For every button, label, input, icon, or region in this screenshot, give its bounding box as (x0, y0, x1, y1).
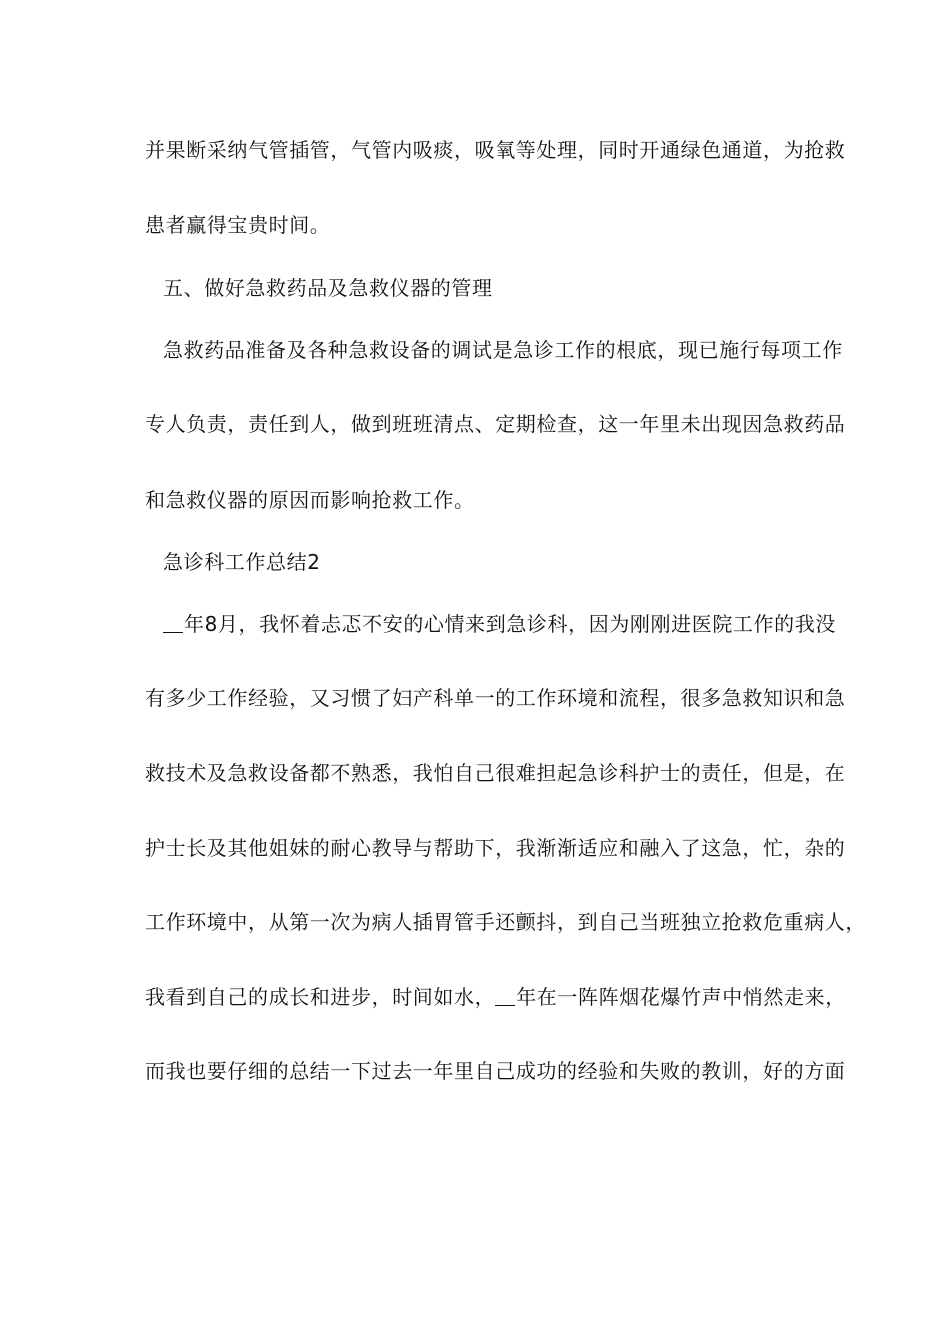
paragraph-line (145, 983, 846, 1011)
paragraph-line: 有多少工作经验，又习惯了妇产科单一的工作环境和流程，很多急救知识和急 (145, 686, 846, 710)
paragraph-line: 和急救仪器的原因而影响抢救工作。 (145, 488, 475, 512)
paragraph-line: 工作环境中，从第一次为病人插胃管手还颤抖，到自己当班独立抢救危重病人， (145, 910, 866, 934)
fill-in-blank (495, 987, 515, 1006)
paragraph-line: 救技术及急救设备都不熟悉，我怕自己很难担起急诊科护士的责任，但是，在 (145, 761, 846, 785)
paragraph-line: 而我也要仔细的总结一下过去一年里自己成功的经验和失败的教训，好的方面 (145, 1059, 846, 1083)
section-title: 急诊科工作总结2 (163, 550, 321, 574)
paragraph-line-text: 年在一阵阵烟花爆竹声中悄然走来， (516, 985, 846, 1009)
paragraph-line: 并果断采纳气管插管，气管内吸痰，吸氧等处理，同时开通绿色通道，为抢救 (145, 138, 846, 162)
fill-in-blank (163, 614, 183, 633)
paragraph-line-text: 我看到自己的成长和进步，时间如水， (145, 985, 496, 1009)
section-heading: 五、做好急救药品及急救仪器的管理 (163, 276, 493, 300)
paragraph-line: 患者赢得宝贵时间。 (145, 213, 331, 237)
paragraph-line: 护士长及其他姐妹的耐心教导与帮助下，我渐渐适应和融入了这急，忙，杂的 (145, 836, 846, 860)
paragraph-line: 专人负责，责任到人，做到班班清点、定期检查，这一年里未出现因急救药品 (145, 412, 846, 436)
paragraph-line-text: 年8月，我怀着忐忑不安的心情来到急诊科，因为刚刚进医院工作的我没 (184, 612, 836, 636)
paragraph-line: 急救药品准备及各种急救设备的调试是急诊工作的根底，现已施行每项工作 (163, 338, 843, 362)
paragraph-line (163, 610, 836, 638)
